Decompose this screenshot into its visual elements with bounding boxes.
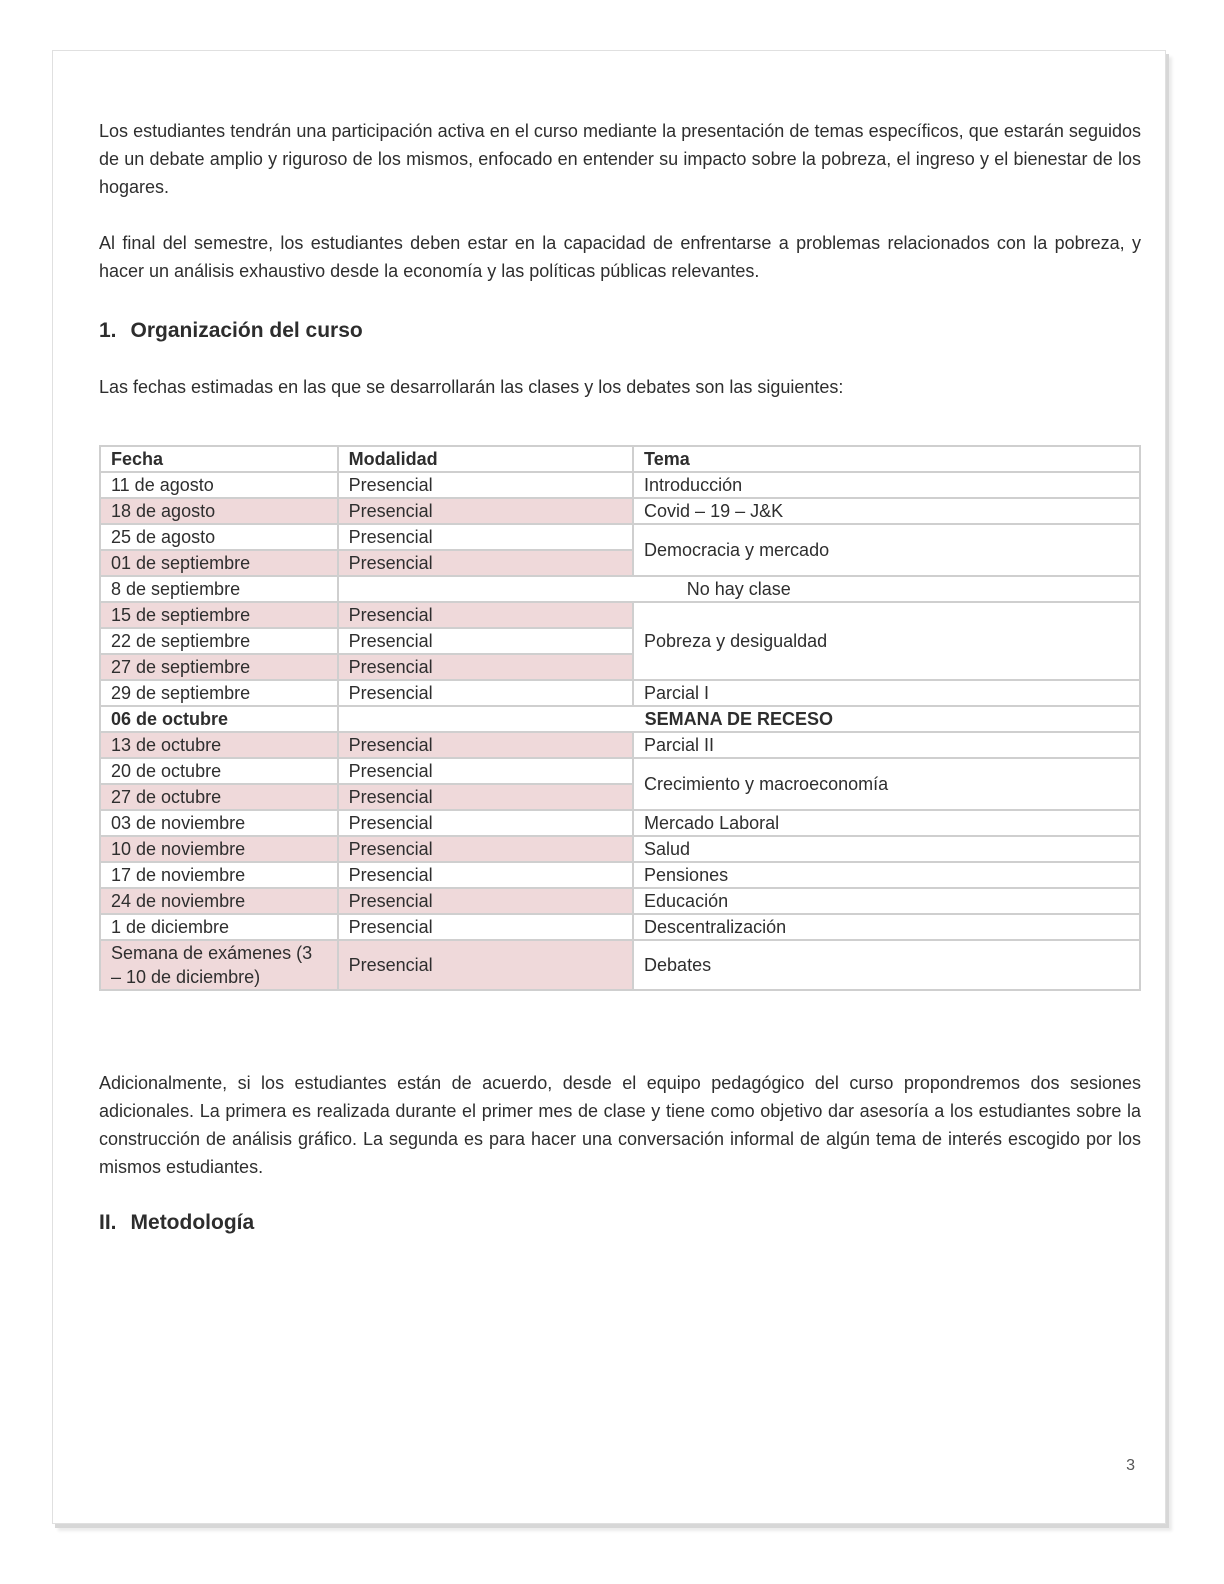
table-row: [100, 836, 1140, 862]
table-row: [100, 706, 1140, 732]
cell-tema: Debates: [633, 940, 1140, 990]
table-header-row: [100, 446, 1140, 472]
section-title: Organización del curso: [130, 319, 363, 342]
cell-fecha: 1 de diciembre: [100, 914, 338, 940]
cell-tema: Mercado Laboral: [633, 810, 1140, 836]
cell-fecha: 06 de octubre: [100, 706, 338, 732]
cell-fecha: 25 de agosto: [100, 524, 338, 550]
cell-fecha: Semana de exámenes (3 – 10 de diciembre): [100, 940, 338, 990]
cell-modalidad: Presencial: [338, 888, 633, 914]
cell-modalidad: Presencial: [338, 758, 633, 784]
page-number: 3: [1126, 1457, 1135, 1474]
cell-modalidad: Presencial: [338, 628, 633, 654]
cell-fecha: 10 de noviembre: [100, 836, 338, 862]
cell-fecha: 8 de septiembre: [100, 576, 338, 602]
cell-modalidad: Presencial: [338, 836, 633, 862]
section-heading-metodologia: [99, 1211, 1141, 1235]
table-row: [100, 862, 1140, 888]
table-row: [100, 914, 1140, 940]
table-row: [100, 472, 1140, 498]
cell-tema: Democracia y mercado: [633, 524, 1140, 576]
cell-fecha: 18 de agosto: [100, 498, 338, 524]
cell-modalidad: Presencial: [338, 862, 633, 888]
cell-fecha: 11 de agosto: [100, 472, 338, 498]
section-number: II.: [99, 1211, 117, 1234]
cell-tema: Introducción: [633, 472, 1140, 498]
table-row: [100, 498, 1140, 524]
table-row: [100, 888, 1140, 914]
cell-tema: Salud: [633, 836, 1140, 862]
table-row: [100, 940, 1140, 990]
cell-fecha: 15 de septiembre: [100, 602, 338, 628]
cell-modalidad: Presencial: [338, 680, 633, 706]
cell-modalidad: Presencial: [338, 810, 633, 836]
cell-tema: Parcial I: [633, 680, 1140, 706]
cell-tema: SEMANA DE RECESO: [338, 706, 1140, 732]
table-row: [100, 524, 1140, 550]
cell-fecha: 29 de septiembre: [100, 680, 338, 706]
header-fecha: Fecha: [100, 446, 338, 472]
cell-modalidad: Presencial: [338, 472, 633, 498]
schedule-intro: Las fechas estimadas en las que se desarrollarán las clases y los debates son las siguientes:: [99, 377, 844, 397]
cell-tema: Covid – 19 – J&K: [633, 498, 1140, 524]
cell-fecha: 13 de octubre: [100, 732, 338, 758]
cell-tema: Educación: [633, 888, 1140, 914]
cell-fecha: 17 de noviembre: [100, 862, 338, 888]
cell-modalidad: Presencial: [338, 654, 633, 680]
table-row: [100, 732, 1140, 758]
header-modalidad: Modalidad: [338, 446, 633, 472]
closing-paragraph: Adicionalmente, si los estudiantes están de acuerdo, desde el equipo pedagógico del curso propondremos dos sesiones adicionales. La primera es realizada durante el primer mes de clase y tiene como objetivo dar asesoría a los estudiantes sobre la construcción de análisis gráfico. La segunda es para hacer una conversación informal de algún tema de interés escogido por los mismos estudiantes.: [99, 1073, 1141, 1177]
cell-tema: Pobreza y desigualdad: [633, 602, 1140, 680]
section-number: 1.: [99, 319, 117, 342]
cell-modalidad: Presencial: [338, 550, 633, 576]
table-row: [100, 758, 1140, 784]
cell-modalidad: Presencial: [338, 732, 633, 758]
cell-tema: Pensiones: [633, 862, 1140, 888]
cell-modalidad: Presencial: [338, 914, 633, 940]
cell-fecha: 01 de septiembre: [100, 550, 338, 576]
table-row: [100, 602, 1140, 628]
intro-paragraph-1: Los estudiantes tendrán una participación activa en el curso mediante la presentación de temas específicos, que estarán seguidos de un debate amplio y riguroso de los mismos, enfocado en entender su impacto sobre la pobreza, el ingreso y el bienestar de los hogares.: [99, 121, 1141, 197]
cell-tema: No hay clase: [338, 576, 1140, 602]
document-page: [52, 50, 1166, 1524]
cell-tema: Crecimiento y macroeconomía: [633, 758, 1140, 810]
header-tema: Tema: [633, 446, 1140, 472]
page-content: [99, 117, 1141, 1235]
cell-fecha: 20 de octubre: [100, 758, 338, 784]
cell-fecha: 27 de septiembre: [100, 654, 338, 680]
cell-modalidad: Presencial: [338, 602, 633, 628]
schedule-table: [99, 445, 1141, 991]
cell-modalidad: Presencial: [338, 498, 633, 524]
table-row: [100, 576, 1140, 602]
cell-modalidad: Presencial: [338, 784, 633, 810]
cell-fecha: 03 de noviembre: [100, 810, 338, 836]
cell-modalidad: Presencial: [338, 524, 633, 550]
section-heading-organizacion: [99, 319, 1141, 343]
table-row: [100, 810, 1140, 836]
cell-fecha: 22 de septiembre: [100, 628, 338, 654]
cell-tema: Descentralización: [633, 914, 1140, 940]
cell-tema: Parcial II: [633, 732, 1140, 758]
cell-fecha: 24 de noviembre: [100, 888, 338, 914]
section-title: Metodología: [130, 1211, 255, 1234]
cell-fecha: 27 de octubre: [100, 784, 338, 810]
cell-modalidad: Presencial: [338, 940, 633, 990]
intro-paragraph-2: Al final del semestre, los estudiantes deben estar en la capacidad de enfrentarse a problemas relacionados con la pobreza, y hacer un análisis exhaustivo desde la economía y las políticas públicas relevantes.: [99, 233, 1141, 281]
table-row: [100, 680, 1140, 706]
